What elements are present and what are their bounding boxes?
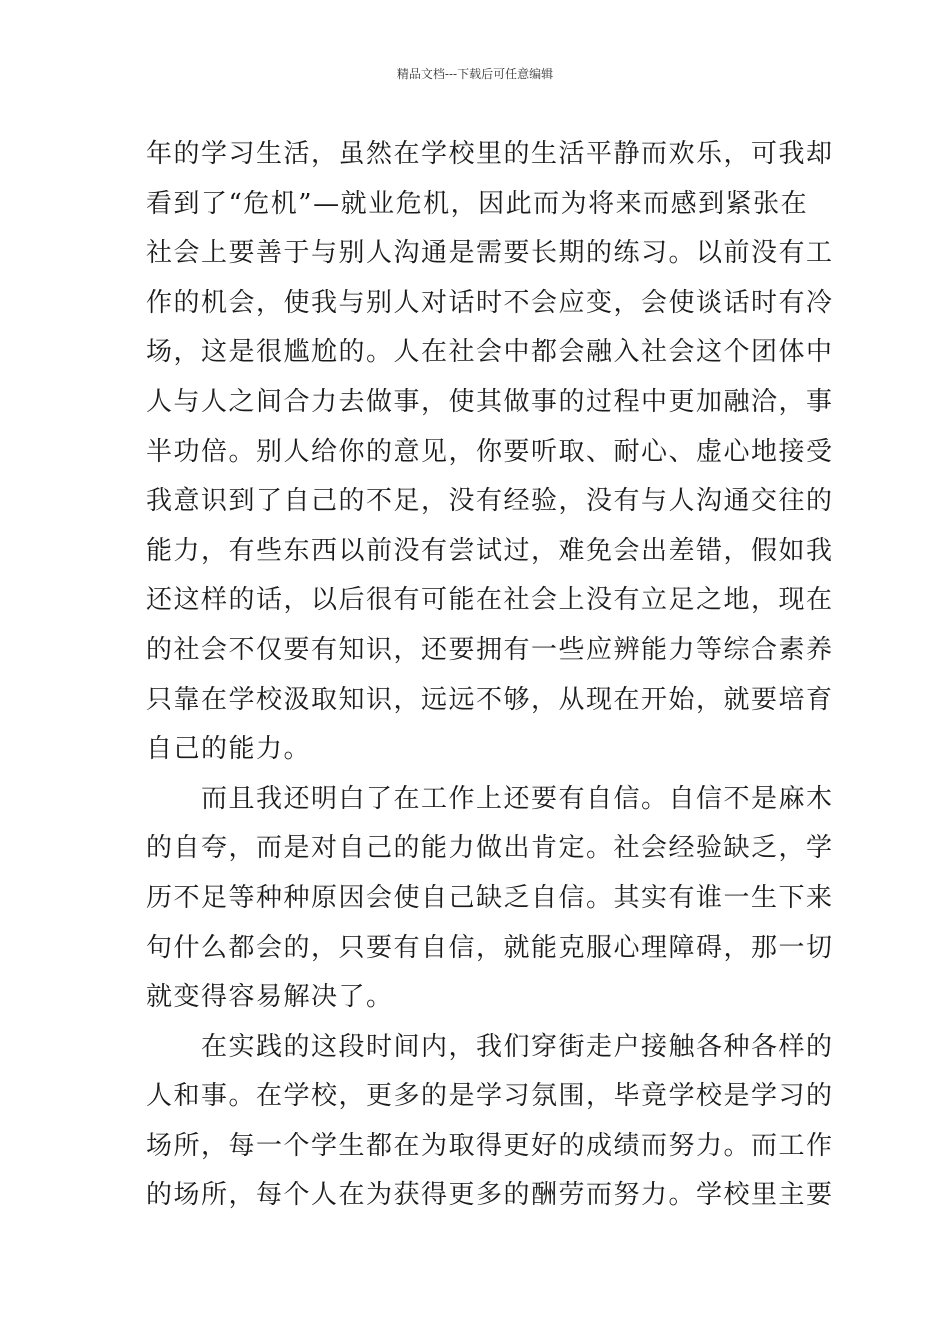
text-line: 场所，每一个学生都在为取得更好的成绩而努力。而工作 — [146, 1130, 834, 1161]
text-line: 半功倍。别人给你的意见，你要听取、耐心、虚心地接受 — [146, 436, 834, 467]
text-line: 只靠在学校汲取知识，远远不够，从现在开始，就要培育 — [146, 684, 834, 715]
text-line: 的场所，每个人在为获得更多的酬劳而努力。学校里主要 — [146, 1180, 834, 1211]
text-line: 的自夸，而是对自己的能力做出肯定。社会经验缺乏，学 — [146, 833, 834, 864]
text-line: 年的学习生活，虽然在学校里的生活平静而欢乐，可我却 — [146, 139, 834, 169]
text-line: 的社会不仅要有知识，还要拥有一些应辨能力等综合素养 — [146, 634, 834, 665]
text-line: 在实践的这段时间内，我们穿街走户接触各种各样的 — [146, 1031, 834, 1062]
text-line: 句什么都会的，只要有自信，就能克服心理障碍，那一切 — [146, 932, 834, 963]
text-line: 历不足等种种原因会使自己缺乏自信。其实有谁一生下来 — [146, 882, 834, 913]
text-line: 人与人之间合力去做事，使其做事的过程中更加融洽，事 — [146, 386, 834, 417]
text-line: 作的机会，使我与别人对话时不会应变，会使谈话时有冷 — [146, 287, 834, 318]
text-line: 能力，有些东西以前没有尝试过，难免会出差错，假如我 — [146, 535, 834, 566]
text-line: 社会上要善于与别人沟通是需要长期的练习。以前没有工 — [146, 238, 834, 269]
text-line: 而且我还明白了在工作上还要有自信。自信不是麻木 — [146, 783, 834, 814]
text-line: 就变得容易解决了。 — [146, 982, 394, 1013]
text-line: 还这样的话，以后很有可能在社会上没有立足之地，现在 — [146, 585, 834, 616]
text-line: 看到了“危机”—就业危机，因此而为将来而感到紧张在 — [146, 188, 809, 219]
text-line: 场，这是很尴尬的。人在社会中都会融入社会这个团体中 — [146, 337, 834, 368]
text-line: 人和事。在学校，更多的是学习氛围，毕竟学校是学习的 — [146, 1081, 834, 1112]
text-line: 自己的能力。 — [146, 734, 312, 765]
page-header: 精品文档---下载后可任意编辑 — [396, 67, 554, 81]
text-line: 我意识到了自己的不足，没有经验，没有与人沟通交往的 — [146, 486, 834, 517]
body-text — [146, 130, 834, 1221]
